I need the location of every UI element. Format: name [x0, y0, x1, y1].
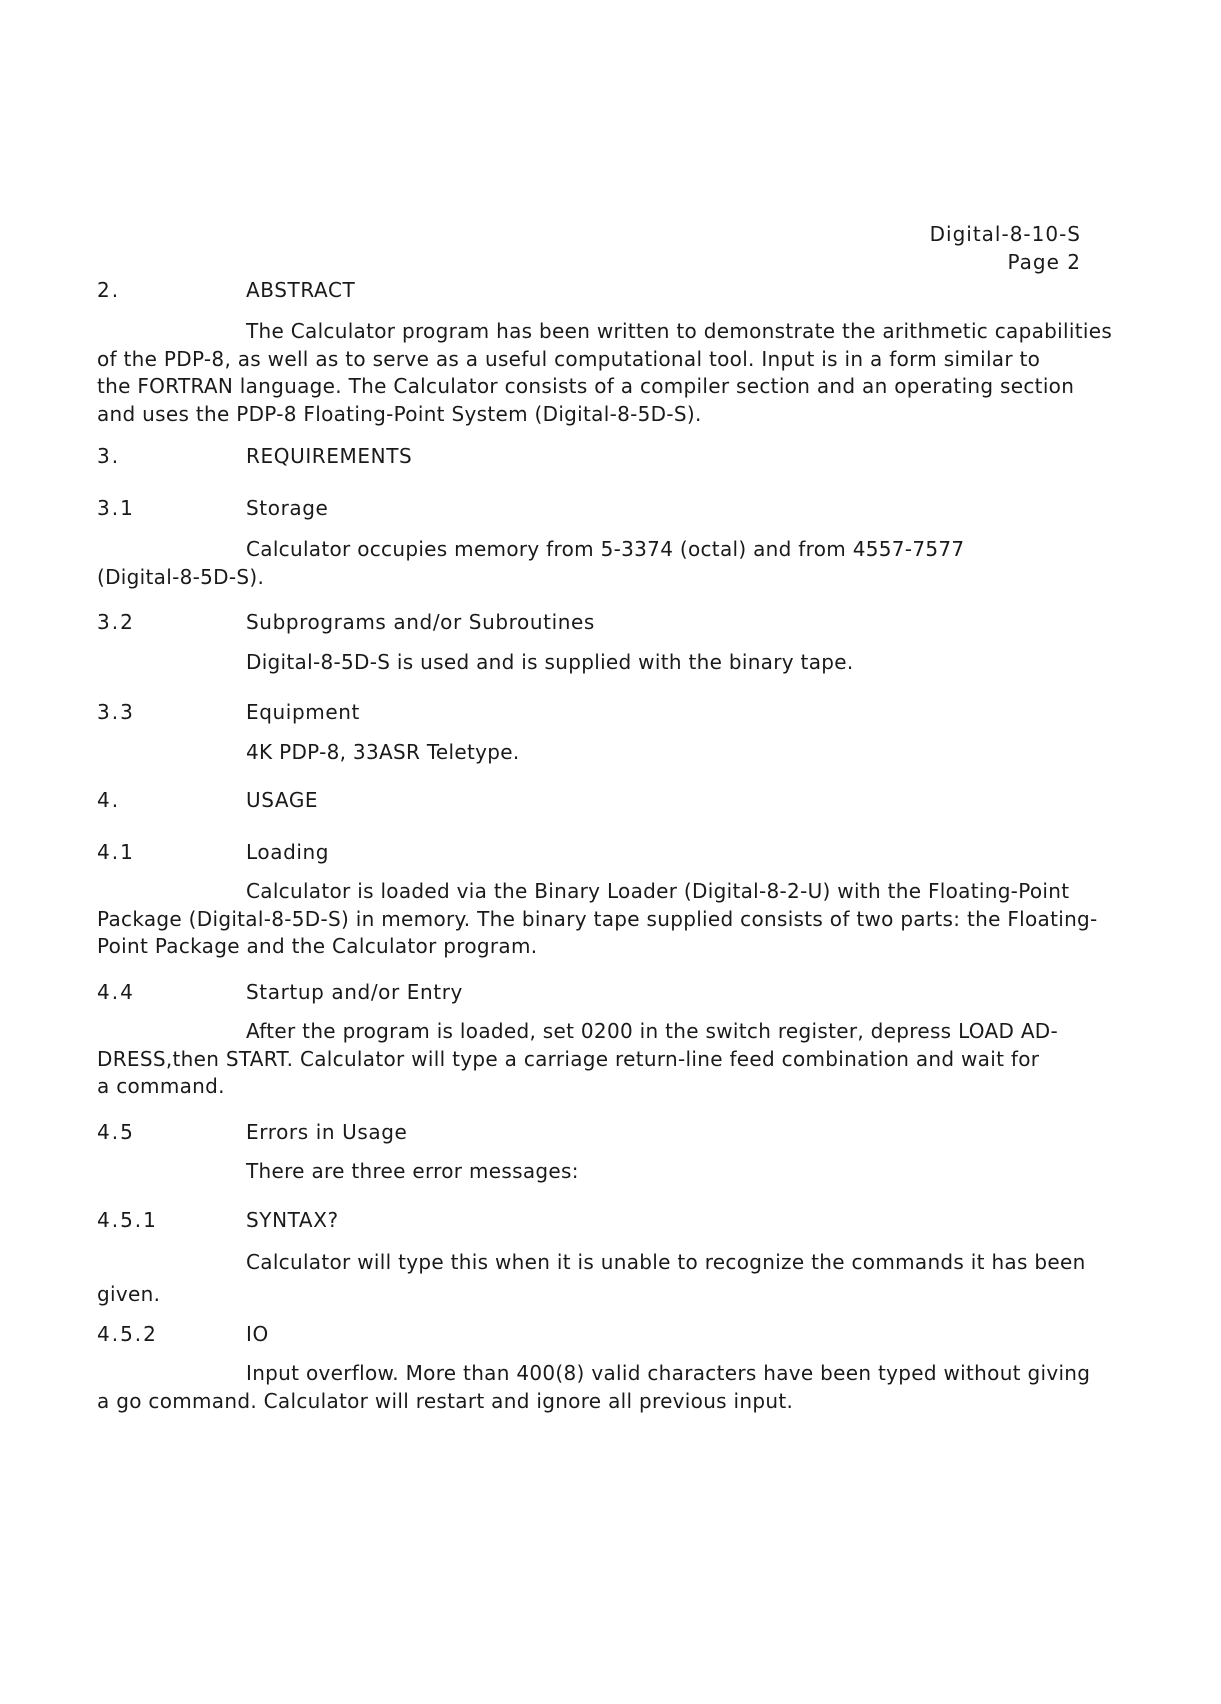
section-number: 4.5: [97, 1120, 135, 1144]
storage-paragraph: [97, 536, 1147, 591]
text-line: After the program is loaded, set 0200 in the switch register, depress LOAD AD-: [246, 1019, 1059, 1043]
io-paragraph: [97, 1360, 1147, 1415]
syntax-paragraph: [97, 1246, 1147, 1310]
section-title-usage: USAGE: [246, 788, 319, 812]
section-number: 3.3: [97, 700, 135, 724]
text-line: and uses the PDP-8 Floating-Point System (Digital-8-5D-S).: [97, 401, 702, 426]
section-number: 4.: [97, 788, 121, 812]
section-number: 3.1: [97, 496, 135, 520]
section-title-requirements: REQUIREMENTS: [246, 444, 413, 468]
text-line: the FORTRAN language. The Calculator consists of a compiler section and an operating section: [97, 374, 1075, 398]
text-line: The Calculator program has been written to demonstrate the arithmetic capabilities: [246, 319, 1113, 343]
section-title-storage: Storage: [246, 496, 329, 520]
text-line: (Digital-8-5D-S).: [97, 564, 265, 589]
section-number: 3.: [97, 444, 121, 468]
section-number: 4.5.1: [97, 1208, 158, 1232]
startup-paragraph: [97, 1018, 1147, 1101]
section-number: 2.: [97, 278, 121, 302]
section-title-errors: Errors in Usage: [246, 1120, 408, 1144]
text-line: a go command. Calculator will restart and ignore all previous input.: [97, 1388, 794, 1413]
text-line: Calculator occupies memory from 5-3374 (octal) and from 4557-7577: [246, 537, 965, 561]
text-line: Point Package and the Calculator program.: [97, 934, 538, 958]
section-number: 4.1: [97, 840, 135, 864]
document-id: Digital-8-10-S: [929, 222, 1081, 246]
text-line: Calculator is loaded via the Binary Loader (Digital-8-2-U) with the Floating-Point: [246, 879, 1070, 903]
text-line: Package (Digital-8-5D-S) in memory. The binary tape supplied consists of two parts: the Floating-: [97, 906, 1098, 931]
section-number: 3.2: [97, 610, 135, 634]
section-title-loading: Loading: [246, 840, 330, 864]
text-line: given.: [97, 1282, 161, 1306]
section-number: 4.5.2: [97, 1322, 158, 1346]
text-line: Input overflow. More than 400(8) valid characters have been typed without giving: [246, 1361, 1091, 1385]
text-line: a command.: [97, 1074, 225, 1098]
section-title-equipment: Equipment: [246, 700, 360, 724]
page-number: Page 2: [1007, 250, 1081, 274]
section-title-io: IO: [246, 1322, 269, 1346]
section-title-subprograms: Subprograms and/or Subroutines: [246, 610, 595, 634]
loading-paragraph: [97, 878, 1147, 961]
section-title-syntax: SYNTAX?: [246, 1208, 339, 1232]
subprograms-paragraph: Digital-8-5D-S is used and is supplied with the binary tape.: [246, 650, 854, 674]
text-line: Calculator will type this when it is unable to recognize the commands it has been: [246, 1250, 1086, 1274]
section-number: 4.4: [97, 980, 135, 1004]
errors-paragraph: There are three error messages:: [246, 1159, 579, 1183]
abstract-paragraph: [97, 318, 1147, 428]
section-title-startup: Startup and/or Entry: [246, 980, 463, 1004]
equipment-paragraph: 4K PDP-8, 33ASR Teletype.: [246, 740, 520, 764]
section-title-abstract: ABSTRACT: [246, 278, 356, 302]
text-line: DRESS,then START. Calculator will type a carriage return-line feed combination and wait for: [97, 1046, 1040, 1071]
text-line: of the PDP-8, as well as to serve as a useful computational tool. Input is in a form similar to: [97, 346, 1041, 371]
page-header: [930, 220, 1081, 276]
